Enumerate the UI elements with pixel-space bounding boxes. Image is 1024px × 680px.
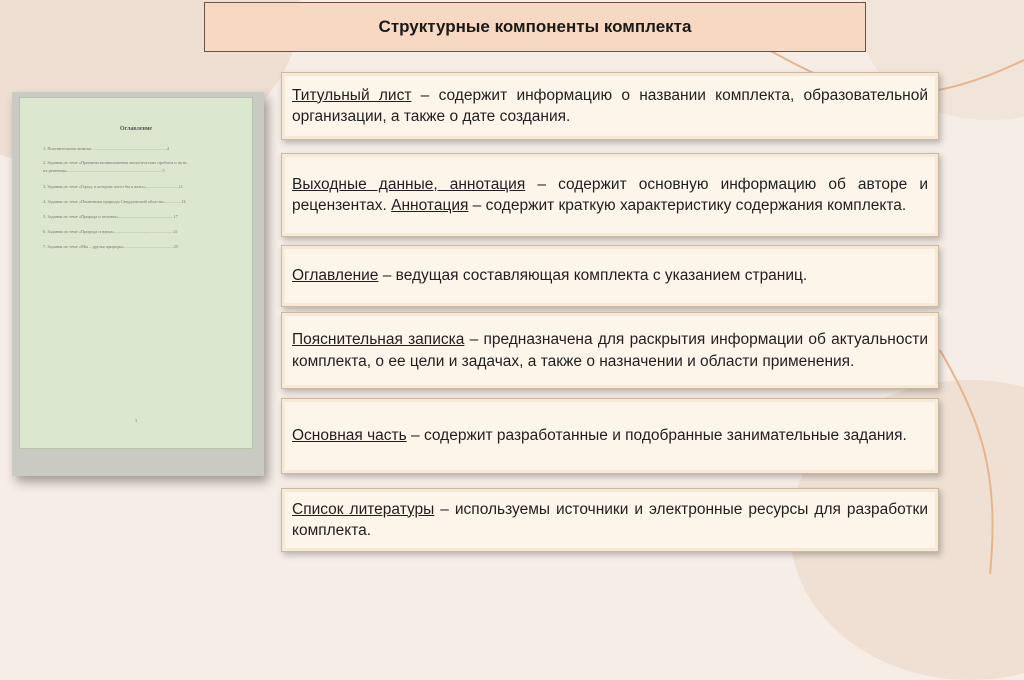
toc-line: 6. Задания по теме «Природа и наука»......................................................21 bbox=[43, 229, 178, 234]
document-preview bbox=[12, 92, 264, 476]
component-card-title-page bbox=[281, 72, 939, 140]
toc-line: 1. Пояснительная записка.....................................................................4 bbox=[43, 146, 170, 151]
toc-line: их решения».......................................................................................5 bbox=[43, 168, 165, 173]
card-text bbox=[292, 85, 928, 128]
card-term: Оглавление bbox=[292, 267, 379, 285]
card-term: Пояснительная записка bbox=[292, 331, 465, 348]
document-page bbox=[19, 97, 253, 449]
slide-title-box bbox=[204, 2, 866, 52]
card-description: – содержит информацию о названии комплекта, образовательной организации, а также о дате создания. bbox=[292, 86, 928, 125]
slide-title: Структурные компоненты комплекта bbox=[378, 17, 692, 36]
toc-line: 2. Задания по теме «Причины возникновения экологических проблем и пути bbox=[43, 160, 187, 165]
card-description: – содержит краткую характеристику содержания комплекта. bbox=[468, 197, 907, 214]
card-description: – используемы источники и электронные ресурсы для разработки комплекта. bbox=[292, 500, 928, 539]
card-term: Титульный лист bbox=[292, 86, 412, 104]
card-text bbox=[292, 329, 928, 372]
card-text bbox=[292, 425, 928, 447]
component-card-main-part bbox=[281, 398, 939, 474]
toc-line: 3. Задания по теме «Город, в котором хотел бы я жить»..............................11 bbox=[43, 184, 183, 189]
card-term: Основная часть bbox=[292, 427, 407, 445]
card-term: Выходные данные, аннотация bbox=[292, 175, 526, 193]
card-term: Список литературы bbox=[292, 500, 435, 518]
card-description: – содержит основную информацию об авторе и рецензентах. bbox=[292, 175, 928, 214]
card-term: Аннотация bbox=[391, 197, 469, 214]
card-description: – ведущая составляющая комплекта с указанием страниц. bbox=[378, 267, 808, 285]
card-description: – содержит разработанные и подобранные занимательные задания. bbox=[406, 427, 907, 445]
component-card-contents bbox=[281, 245, 939, 307]
card-text bbox=[292, 174, 928, 217]
card-description: – предназначена для раскрытия информации об актуальности комплекта, о ее цели и задачах, а также о назначении и области применения. bbox=[292, 331, 928, 370]
card-text bbox=[292, 499, 928, 542]
toc-line: 7. Задания по теме «Мы – друзья природы».............................................25 bbox=[43, 244, 179, 249]
document-page-number: 3 bbox=[134, 418, 138, 423]
component-card-output-data bbox=[281, 153, 939, 237]
toc-line: 5. Задания по теме «Природа и человек»..................................................17 bbox=[43, 214, 178, 219]
card-text bbox=[292, 265, 928, 287]
component-card-references bbox=[281, 488, 939, 552]
document-heading: Оглавление bbox=[119, 126, 153, 132]
component-card-explanatory-note bbox=[281, 312, 939, 389]
toc-line: 4. Задания по теме «Памятники природы Свердловской области»...............14 bbox=[43, 199, 186, 204]
